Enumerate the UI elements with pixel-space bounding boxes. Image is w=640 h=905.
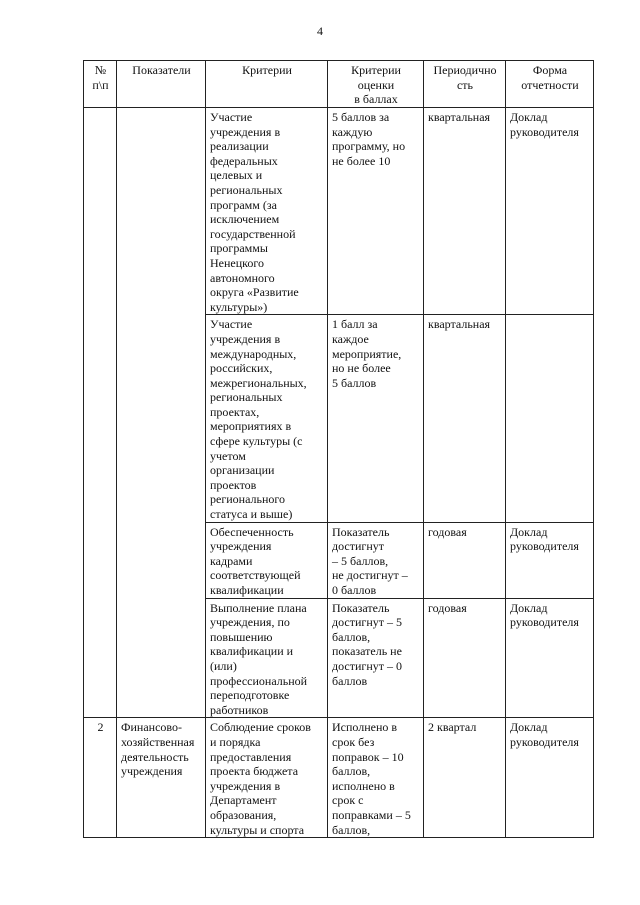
cell-text-line: оценки <box>357 77 395 92</box>
cell-text-line: хозяйственная <box>121 734 195 749</box>
cell-text-line: Доклад <box>510 110 548 124</box>
cell-text-line: поправок – 10 <box>332 749 404 764</box>
cell-text-line: п\п <box>92 77 109 92</box>
cell-text-line: 2 квартал <box>428 720 477 735</box>
cell-text-line: Участие <box>210 110 253 124</box>
cell-text-line: образования, <box>210 807 277 822</box>
table-row <box>84 108 594 315</box>
cell-text-line: квалификации <box>210 583 284 597</box>
cell-text-line: Исполнено в <box>332 720 398 735</box>
cell-text-line: отчетности <box>521 77 579 92</box>
cell-text-line: Выполнение плана <box>210 600 307 615</box>
page-number: 4 <box>317 24 323 38</box>
cell-text-line: учреждения, по <box>210 615 290 630</box>
cell-text-line: баллов <box>332 673 368 688</box>
cell-text-line: статуса и выше) <box>210 507 293 522</box>
row-indicator-cell <box>117 718 206 838</box>
header-num <box>84 61 117 108</box>
table-row <box>84 718 594 838</box>
cell-text-line: – 5 баллов, <box>332 553 389 568</box>
cell-text-line: в баллах <box>354 92 398 107</box>
row-num-cell <box>84 718 117 838</box>
header-indicator <box>117 61 206 108</box>
cell-text-line: региональных <box>210 182 283 197</box>
period-cell <box>424 718 506 838</box>
cell-text-line: Показатель <box>332 600 390 615</box>
header-report <box>506 61 594 108</box>
period-cell <box>424 522 506 598</box>
cell-text-line: Соблюдение сроков <box>210 720 311 735</box>
cell-text-line: проектах, <box>210 404 260 419</box>
cell-text-line: государственной <box>210 226 296 241</box>
cell-text-line: 1 балл за <box>332 317 378 332</box>
cell-text-line: Форма <box>532 63 568 77</box>
cell-text-line: Участие <box>210 317 253 332</box>
cell-text-line: 5 баллов <box>332 375 377 390</box>
table-header-row <box>84 61 594 108</box>
row-indicator-cell <box>117 108 206 718</box>
criteria-cell <box>206 315 328 522</box>
cell-text-line: Департамент <box>210 793 277 808</box>
cell-text-line: организации <box>210 463 275 478</box>
cell-text-line: руководителя <box>510 734 579 749</box>
period-cell <box>424 598 506 718</box>
cell-text-line: учетом <box>210 448 246 463</box>
cell-text-line: российских, <box>210 361 273 376</box>
cell-text-line: но не более <box>332 361 391 376</box>
cell-text-line: каждое <box>332 331 369 346</box>
cell-text-line: сфере культуры (с <box>210 434 303 449</box>
report-cell <box>506 315 594 522</box>
cell-text-line: программ (за <box>210 197 277 212</box>
criteria-cell <box>206 522 328 598</box>
cell-text-line: программу, но <box>332 139 406 154</box>
header-score <box>328 61 424 108</box>
cell-text-line: регионального <box>210 492 286 507</box>
cell-text-line: повышению <box>210 629 273 644</box>
cell-text-line: федеральных <box>210 153 278 168</box>
cell-text-line: учреждения в <box>210 124 281 139</box>
report-cell <box>506 718 594 838</box>
cell-text-line: Показатель <box>332 524 390 539</box>
cell-text-line: культуры») <box>210 299 268 314</box>
cell-text-line: Критерии <box>351 63 401 77</box>
cell-text-line: 0 баллов <box>332 583 377 597</box>
score-cell <box>328 522 424 598</box>
cell-text-line: каждую <box>332 124 373 139</box>
cell-text-line: не достигнут – <box>332 568 408 583</box>
cell-text-line: годовая <box>428 600 467 615</box>
cell-text-line: профессиональной <box>210 673 308 688</box>
period-cell <box>424 315 506 522</box>
cell-text-line: достигнут – 5 <box>332 615 402 630</box>
period-cell <box>424 108 506 315</box>
cell-text-line: срок с <box>332 793 364 808</box>
cell-text-line: деятельность <box>121 749 189 764</box>
cell-text-line: квартальная <box>428 110 491 124</box>
cell-text-line: предоставления <box>210 749 292 764</box>
cell-text-line: срок без <box>332 734 375 749</box>
cell-text-line: региональных <box>210 390 283 405</box>
cell-text-line: культуры и спорта <box>210 822 305 837</box>
cell-text-line: мероприятие, <box>332 346 402 361</box>
cell-text-line: работников <box>210 702 269 717</box>
row-num-cell <box>84 108 117 718</box>
cell-text-line: автономного <box>210 270 275 285</box>
criteria-cell <box>206 718 328 838</box>
cell-text-line: Доклад <box>510 720 548 735</box>
cell-text-line: мероприятиях в <box>210 419 292 434</box>
cell-text-line: баллов, <box>332 764 371 779</box>
cell-text-line: проектов <box>210 477 257 492</box>
cell-text-line: и порядка <box>210 734 261 749</box>
header-period <box>424 61 506 108</box>
cell-text-line: Показатели <box>132 63 191 77</box>
score-cell <box>328 598 424 718</box>
cell-text-line: не более 10 <box>332 153 391 168</box>
report-cell <box>506 522 594 598</box>
cell-text-line: Ненецкого <box>210 255 265 270</box>
cell-text-line: годовая <box>428 524 467 539</box>
cell-text-line: показатель не <box>332 644 402 659</box>
cell-text-line: сть <box>456 77 474 92</box>
cell-text-line: переподготовке <box>210 688 290 703</box>
cell-text-line: межрегиональных, <box>210 375 307 390</box>
score-cell <box>328 718 424 838</box>
score-cell <box>328 315 424 522</box>
cell-text-line: учреждения в <box>210 331 281 346</box>
cell-text-line: Финансово- <box>121 720 182 735</box>
cell-text-line: 2 <box>97 720 104 735</box>
cell-text-line: проекта бюджета <box>210 764 299 779</box>
cell-text-line: руководителя <box>510 615 579 630</box>
cell-text-line: исключением <box>210 212 280 227</box>
criteria-cell <box>206 598 328 718</box>
cell-text-line: учреждения <box>121 764 183 779</box>
cell-text-line: достигнут – 0 <box>332 658 402 673</box>
cell-text-line: достигнут <box>332 539 384 554</box>
report-cell <box>506 108 594 315</box>
cell-text-line: реализации <box>210 139 269 154</box>
cell-text-line: руководителя <box>510 539 579 554</box>
cell-text-line: Периодично <box>433 63 497 77</box>
cell-text-line: округа «Развитие <box>210 285 299 300</box>
report-cell <box>506 598 594 718</box>
criteria-table <box>83 60 594 838</box>
cell-text-line: руководителя <box>510 124 579 139</box>
cell-text-line: квалификации и <box>210 644 294 659</box>
cell-text-line: (или) <box>210 658 237 673</box>
score-cell <box>328 108 424 315</box>
cell-text-line: учреждения в <box>210 778 281 793</box>
cell-text-line: Обеспеченность <box>210 524 294 539</box>
cell-text-line: соответствующей <box>210 568 301 583</box>
cell-text-line: программы <box>210 241 268 256</box>
cell-text-line: Доклад <box>510 600 548 615</box>
criteria-cell <box>206 108 328 315</box>
cell-text-line: кадрами <box>210 553 253 568</box>
cell-text-line: Критерии <box>242 63 292 77</box>
cell-text-line: Доклад <box>510 524 548 539</box>
cell-text-line: квартальная <box>428 317 491 332</box>
cell-text-line: исполнено в <box>332 778 395 793</box>
cell-text-line: баллов, <box>332 629 371 644</box>
cell-text-line: целевых и <box>210 168 263 183</box>
header-criteria <box>206 61 328 108</box>
cell-text-line: учреждения <box>210 539 272 554</box>
cell-text-line: № <box>94 63 107 77</box>
cell-text-line: баллов, <box>332 822 371 837</box>
cell-text-line: 5 баллов за <box>332 110 390 124</box>
cell-text-line: поправками – 5 <box>332 807 411 822</box>
cell-text-line: международных, <box>210 346 297 361</box>
